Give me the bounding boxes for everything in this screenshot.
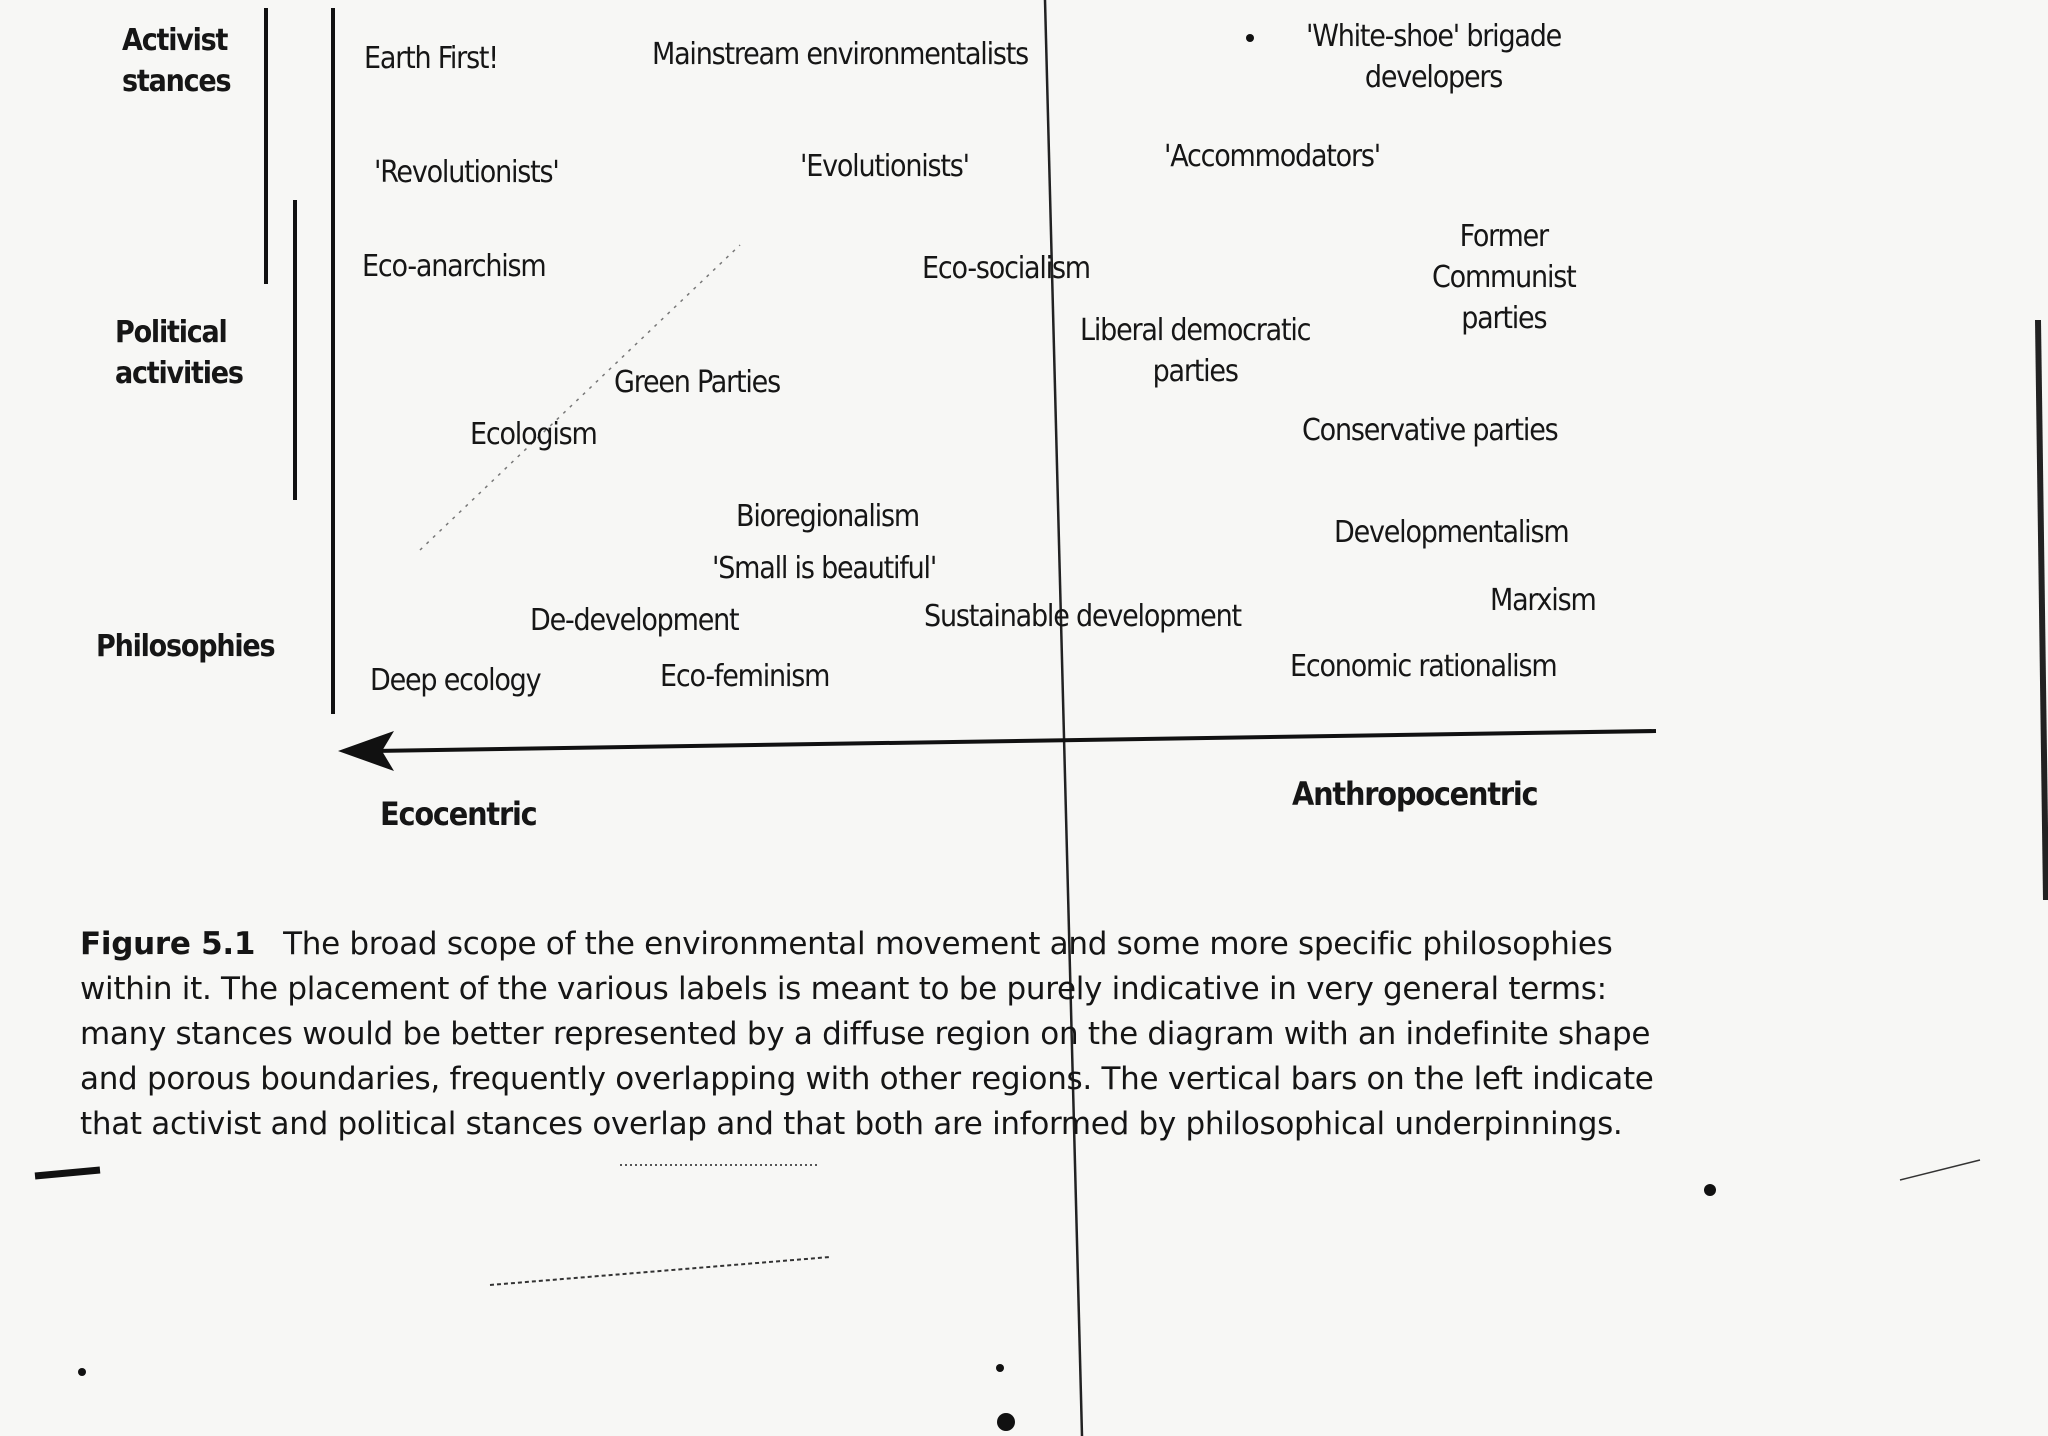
scan-edge	[2038, 320, 2046, 900]
label-deep-ecology: Deep ecology	[370, 663, 541, 698]
scan-speck	[1246, 34, 1254, 42]
label-revolutionists: 'Revolutionists'	[374, 155, 559, 190]
scan-speck	[996, 1364, 1004, 1372]
category-activist-line1: Activist	[122, 23, 228, 58]
scan-dash	[490, 1257, 830, 1285]
label-white-shoe-line1: 'White-shoe' brigade	[1306, 19, 1562, 54]
label-former-communist-parties	[1432, 216, 1576, 339]
label-marxism: Marxism	[1490, 583, 1596, 618]
caption-line-4: and porous boundaries, frequently overlapping with other regions. The vertical bars on the left indicate	[80, 1061, 1654, 1097]
label-economic-rationalism: Economic rationalism	[1290, 649, 1557, 684]
label-sustainable-development: Sustainable development	[924, 599, 1241, 634]
axis-label-anthropocentric: Anthropocentric	[1292, 775, 1538, 813]
scan-speck	[997, 1413, 1015, 1431]
label-white-shoe-line2: developers	[1364, 60, 1503, 95]
scan-dash	[35, 1170, 100, 1176]
label-bioregionalism: Bioregionalism	[736, 499, 919, 534]
label-evolutionists: 'Evolutionists'	[800, 149, 969, 184]
category-political-line2: activities	[115, 356, 243, 391]
label-accommodators: 'Accommodators'	[1164, 139, 1380, 174]
caption-line-2: within it. The placement of the various labels is meant to be purely indicative in very general terms:	[80, 971, 1607, 1007]
ecocentric-axis	[372, 731, 1656, 751]
category-political-activities	[115, 312, 243, 394]
caption-line-3: many stances would be better represented by a diffuse region on the diagram with an indefinite shape	[80, 1016, 1651, 1052]
label-developmentalism: Developmentalism	[1334, 515, 1569, 550]
figure-caption	[80, 922, 1720, 1147]
category-philosophies: Philosophies	[96, 629, 275, 664]
figure-number: Figure 5.1	[80, 926, 256, 962]
label-former-communist-line1: Former	[1459, 219, 1548, 254]
category-political-line1: Political	[115, 315, 227, 350]
label-ecologism: Ecologism	[470, 417, 597, 452]
label-white-shoe-brigade	[1306, 16, 1561, 98]
label-former-communist-line2: Communist	[1432, 260, 1576, 295]
label-eco-feminism: Eco-feminism	[660, 659, 830, 694]
caption-line-5: that activist and political stances overlap and that both are informed by philosophical underpinnings.	[80, 1106, 1623, 1142]
axis-label-ecocentric: Ecocentric	[380, 795, 537, 833]
label-eco-anarchism: Eco-anarchism	[362, 249, 546, 284]
scan-speck	[1704, 1184, 1716, 1196]
label-eco-socialism: Eco-socialism	[922, 251, 1090, 286]
label-green-parties: Green Parties	[614, 365, 780, 400]
label-de-development: De-development	[530, 603, 739, 638]
scan-edge	[1900, 1160, 1980, 1180]
label-mainstream-environmentalists: Mainstream environmentalists	[652, 37, 1028, 72]
category-activist-stances	[122, 20, 230, 102]
label-former-communist-line3: parties	[1461, 301, 1547, 336]
scan-speck	[78, 1368, 86, 1376]
label-small-is-beautiful: 'Small is beautiful'	[712, 551, 937, 586]
caption-line-1	[80, 922, 1720, 967]
label-liberal-democratic-line2: parties	[1152, 354, 1238, 389]
label-liberal-democratic-line1: Liberal democratic	[1080, 313, 1311, 348]
label-liberal-democratic-parties	[1080, 310, 1310, 392]
label-earth-first: Earth First!	[364, 41, 498, 76]
category-activist-line2: stances	[122, 64, 231, 99]
vertical-divider	[1045, 0, 1082, 1436]
caption-text-1: The broad scope of the environmental movement and some more specific philosophies	[283, 926, 1613, 962]
label-conservative-parties: Conservative parties	[1302, 413, 1558, 448]
